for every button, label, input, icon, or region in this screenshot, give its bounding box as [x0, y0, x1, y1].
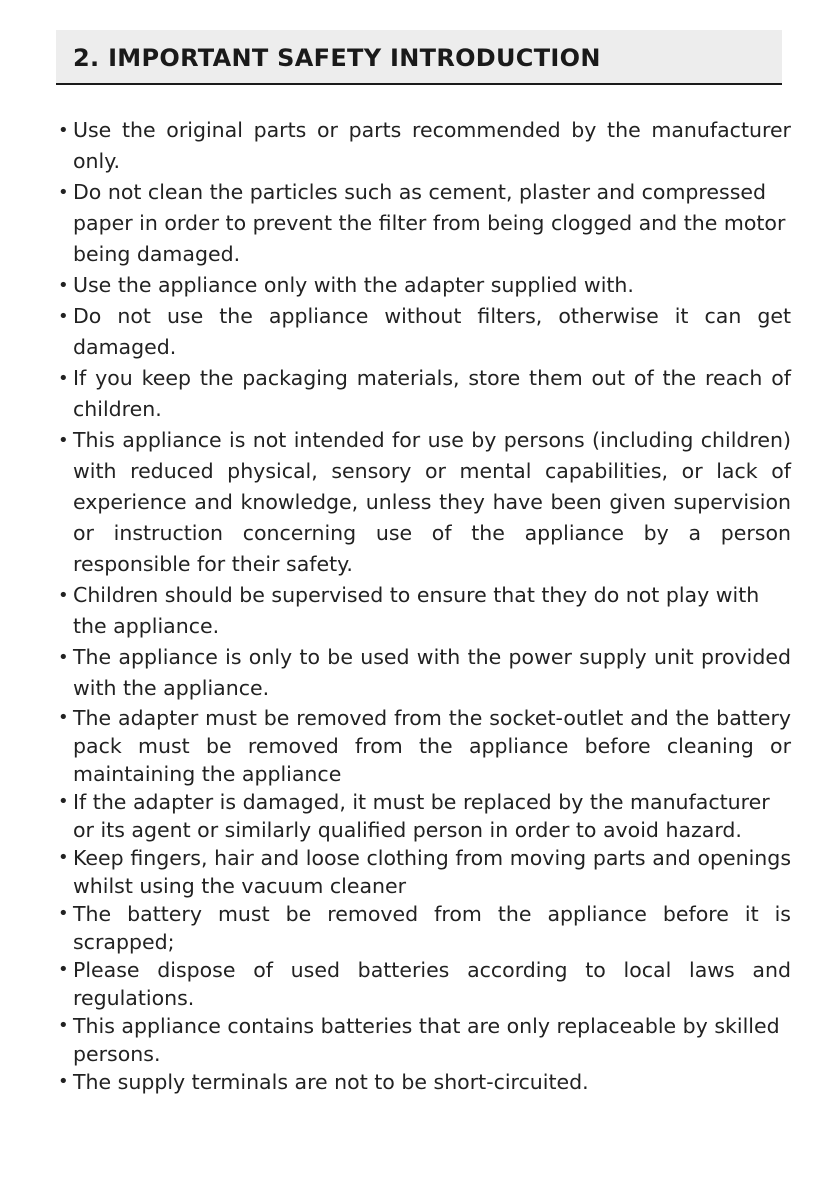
bullet-icon: • — [58, 120, 69, 141]
list-item-text: The supply terminals are not to be short-circuited. — [73, 1070, 589, 1094]
list-item-text: If the adapter is damaged, it must be replaced by the manufacturer or its agent or similarly qualified person in order to avoid hazard. — [73, 790, 770, 842]
list-item — [56, 270, 791, 301]
list-item-text: The appliance is only to be used with the power supply unit provided with the appliance. — [73, 645, 791, 700]
list-item — [56, 1068, 791, 1096]
list-item — [56, 956, 791, 1012]
list-item-text: The battery must be removed from the appliance before it is scrapped; — [73, 902, 791, 954]
list-item — [56, 115, 791, 177]
list-item — [56, 1012, 791, 1068]
safety-list — [56, 115, 791, 1096]
bullet-icon: • — [58, 1015, 69, 1036]
bullet-icon: • — [58, 791, 69, 812]
list-item — [56, 580, 791, 642]
list-item-text: Use the original parts or parts recommended by the manufacturer only. — [73, 118, 791, 173]
list-item-text: Please dispose of used batteries according to local laws and regulations. — [73, 958, 791, 1010]
list-item — [56, 788, 791, 844]
list-item — [56, 425, 791, 580]
bullet-icon: • — [58, 275, 69, 296]
bullet-icon: • — [58, 585, 69, 606]
list-item — [56, 844, 791, 900]
bullet-icon: • — [58, 903, 69, 924]
list-item — [56, 704, 791, 788]
list-item — [56, 900, 791, 956]
list-item-text: This appliance is not intended for use by persons (including children) with reduced physical, sensory or mental capabilities, or lack of experience and knowledge, unless they have been given supervision or instruction concerning use of the appliance by a person responsible for their safety. — [73, 428, 791, 576]
section-header — [56, 30, 782, 85]
bullet-icon: • — [58, 847, 69, 868]
list-item-text: Keep fingers, hair and loose clothing from moving parts and openings whilst using the vacuum cleaner — [73, 846, 791, 898]
list-item — [56, 642, 791, 704]
bullet-icon: • — [58, 306, 69, 327]
bullet-icon: • — [58, 430, 69, 451]
list-item-text: Use the appliance only with the adapter supplied with. — [73, 273, 634, 297]
bullet-icon: • — [58, 182, 69, 203]
list-item-text: This appliance contains batteries that are only replaceable by skilled persons. — [73, 1014, 780, 1066]
list-item — [56, 363, 791, 425]
list-item-text: The adapter must be removed from the socket-outlet and the battery pack must be removed from the appliance before cleaning or maintaining the appliance — [73, 706, 791, 786]
bullet-icon: • — [58, 1071, 69, 1092]
list-item-text: If you keep the packaging materials, store them out of the reach of children. — [73, 366, 791, 421]
list-item-text: Children should be supervised to ensure that they do not play with the appliance. — [73, 583, 760, 638]
list-item — [56, 177, 791, 270]
bullet-icon: • — [58, 647, 69, 668]
list-item-text: Do not clean the particles such as cement, plaster and compressed paper in order to prevent the filter from being clogged and the motor being damaged. — [73, 180, 786, 266]
bullet-icon: • — [58, 368, 69, 389]
bullet-icon: • — [58, 959, 69, 980]
list-item — [56, 301, 791, 363]
list-item-text: Do not use the appliance without filters, otherwise it can get damaged. — [73, 304, 791, 359]
bullet-icon: • — [58, 707, 69, 728]
section-title: 2. IMPORTANT SAFETY INTRODUCTION — [73, 44, 601, 72]
